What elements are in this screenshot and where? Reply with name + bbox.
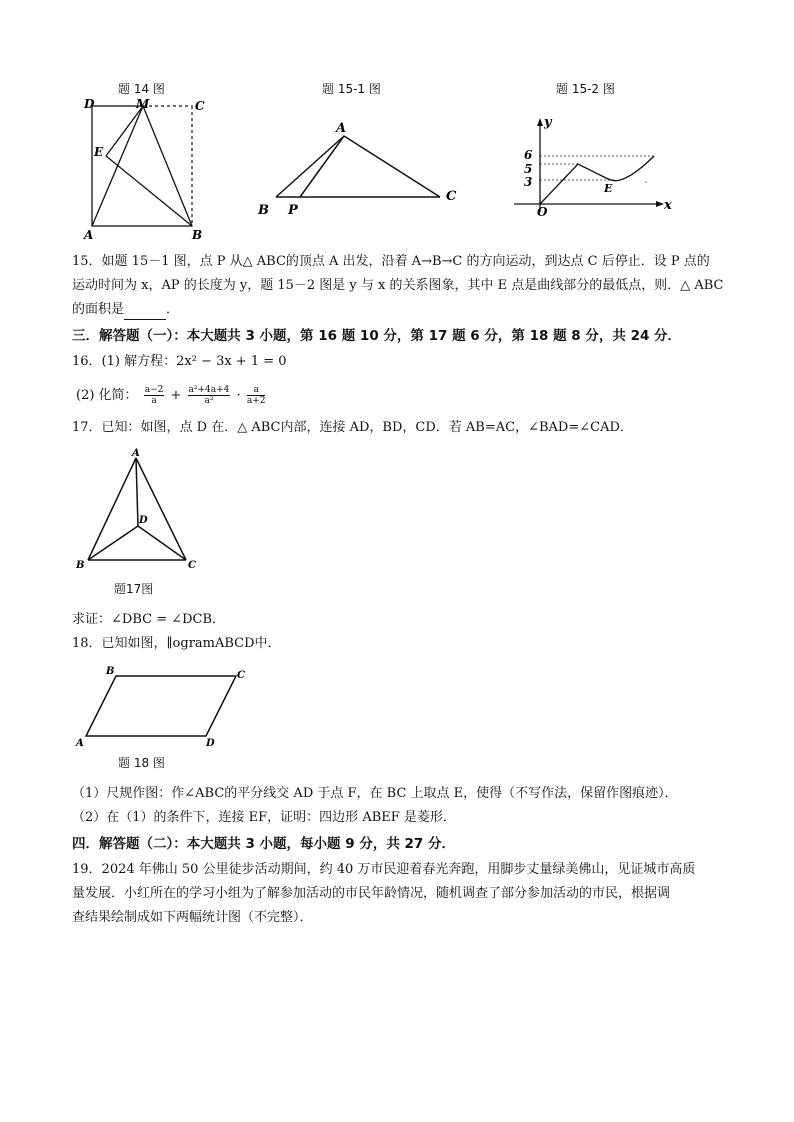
fig15-2-label-o: O (537, 205, 548, 219)
fig18-title: 题 18 图 (118, 756, 165, 770)
q16-dot: · (236, 388, 241, 403)
q16-f2-numerator: a²+4a+4 (188, 385, 230, 395)
q16-f1-numerator: a−2 (144, 385, 164, 395)
fig18-label-c: C (237, 670, 245, 681)
fig15-1-side-ab (276, 136, 344, 197)
q15-line3-end: ． (166, 302, 180, 317)
fig15-2-tick-6: 6 (524, 148, 533, 162)
q16-fraction-2 (188, 385, 231, 406)
q16-f1-denominator: a (151, 396, 157, 406)
q16-equation: 2x² − 3x + 1 = 0 (176, 354, 287, 369)
fig18-label-a: A (76, 738, 84, 749)
q16-part2 (76, 382, 267, 410)
fig17-segment-cd (138, 526, 186, 560)
fig14-line-mb (143, 106, 192, 226)
fig18-label-b: B (106, 666, 115, 677)
fig15-2-label-e: E (604, 182, 613, 195)
fig15-1-side-ac (344, 136, 440, 197)
fig15-2-title: 题 15-2 图 (556, 82, 615, 96)
fig15-2-y-arrow (537, 118, 543, 126)
fig15-2-graph (506, 112, 680, 222)
fig14-label-d: D (84, 97, 95, 111)
fig15-1-label-a: A (336, 121, 347, 136)
fig15-1-diagram (250, 112, 466, 222)
fig18-diagram (72, 660, 252, 750)
fig14-line-eb (106, 156, 192, 226)
fig17-side-ac (136, 458, 186, 560)
fig17-label-c: C (188, 560, 196, 571)
fig14-label-a: A (84, 228, 94, 242)
fig15-2-tick-3: 3 (524, 175, 533, 189)
q16-f3-denominator: a+2 (246, 396, 266, 406)
fig15-2-label-y: y (544, 115, 552, 130)
q15-line3-text: 的面积是 (72, 302, 125, 317)
q19-line3: 查结果绘制成如下两幅统计图（不完整）． (72, 910, 313, 925)
q16-part2-prefix: (2) 化简： (76, 388, 138, 403)
q16-plus: + (170, 388, 182, 403)
q16-part1-prefix: 16．(1) 解方程： (72, 354, 177, 369)
fig15-1-label-c: C (446, 189, 457, 204)
fig15-1-segment-ap (300, 136, 344, 197)
fig14-rect-left (92, 106, 192, 226)
q18-stem: 18．已知如图，∥ogramABCD中． (72, 636, 281, 651)
fig17-segment-ad (136, 458, 138, 526)
fig15-2-x-arrow (656, 201, 664, 207)
fig15-1-label-b: B (258, 203, 269, 218)
fig17-label-d: D (139, 515, 148, 526)
fig14-title: 题 14 图 (118, 82, 165, 96)
q19-line1: 19．2024 年佛山 50 公里徒步活动期间，约 40 万市民迎着春光奔跑，用脚步丈量绿美佛山，见证城市高质 (72, 862, 696, 877)
fig14-label-c: C (195, 99, 205, 113)
fig17-side-ab (88, 458, 136, 560)
q15-answer-blank[interactable] (124, 305, 166, 320)
q16-part1 (72, 352, 287, 372)
q16-fraction-1 (144, 385, 165, 406)
fig18-label-d: D (206, 738, 215, 749)
q15-line2: 运动时间为 x，AP 的长度为 y，题 15－2 图是 y 与 x 的关系图象，其中 E 点是曲线部分的最低点，则．△ ABC (72, 278, 724, 293)
q16-fraction-3 (247, 385, 266, 406)
q16-f2-denominator: a² (204, 396, 214, 406)
fig14-label-e: E (94, 145, 104, 159)
q18-part1: （1）尺规作图：作∠ABC的平分线交 AD 于点 F，在 BC 上取点 E，使得（不写作法，保留作图痕迹）． (72, 786, 678, 801)
fig17-label-a: A (132, 448, 140, 459)
q17-stem: 17．已知：如图，点 D 在．△ ABC内部，连接 AD，BD，CD．若 AB=AC，∠BAD=∠CAD． (72, 420, 633, 435)
q15-line1: 15．如题 15－1 图，点 P 从△ ABC的顶点 A 出发，沿着 A→B→C 的方向运动，到达点 C 后停止．设 P 点的 (72, 254, 710, 269)
q15-line3 (72, 300, 179, 320)
q17-prove: 求证：∠DBC = ∠DCB． (72, 612, 226, 627)
fig15-1-title: 题 15-1 图 (322, 82, 381, 96)
fig17-label-b: B (76, 560, 85, 571)
fig17-title: 题17图 (114, 582, 154, 596)
q18-part2: （2）在（1）的条件下，连接 EF，证明：四边形 ABEF 是菱形． (72, 810, 456, 825)
section4-heading: 四．解答题（二）：本大题共 3 小题，每小题 9 分，共 27 分． (72, 836, 456, 852)
fig15-1-label-p: P (288, 203, 298, 218)
section3-heading: 三．解答题（一）：本大题共 3 小题，第 16 题 10 分，第 17 题 6 分，第 18 题 8 分，共 24 分． (72, 328, 682, 344)
fig17-diagram (72, 446, 212, 576)
q16-f3-numerator: a (247, 385, 266, 396)
q19-line2: 量发展．小红所在的学习小组为了解参加活动的市民年龄情况，随机调查了部分参加活动的市民，根据调 (72, 886, 671, 901)
fig14-label-m: M (136, 97, 150, 111)
fig15-2-speck (645, 181, 647, 183)
fig14-diagram (80, 96, 210, 242)
fig14-label-b: B (192, 228, 203, 242)
fig15-2-label-x: x (664, 198, 672, 213)
fig15-2-tick-5: 5 (524, 162, 533, 176)
fig18-parallelogram (86, 676, 236, 736)
